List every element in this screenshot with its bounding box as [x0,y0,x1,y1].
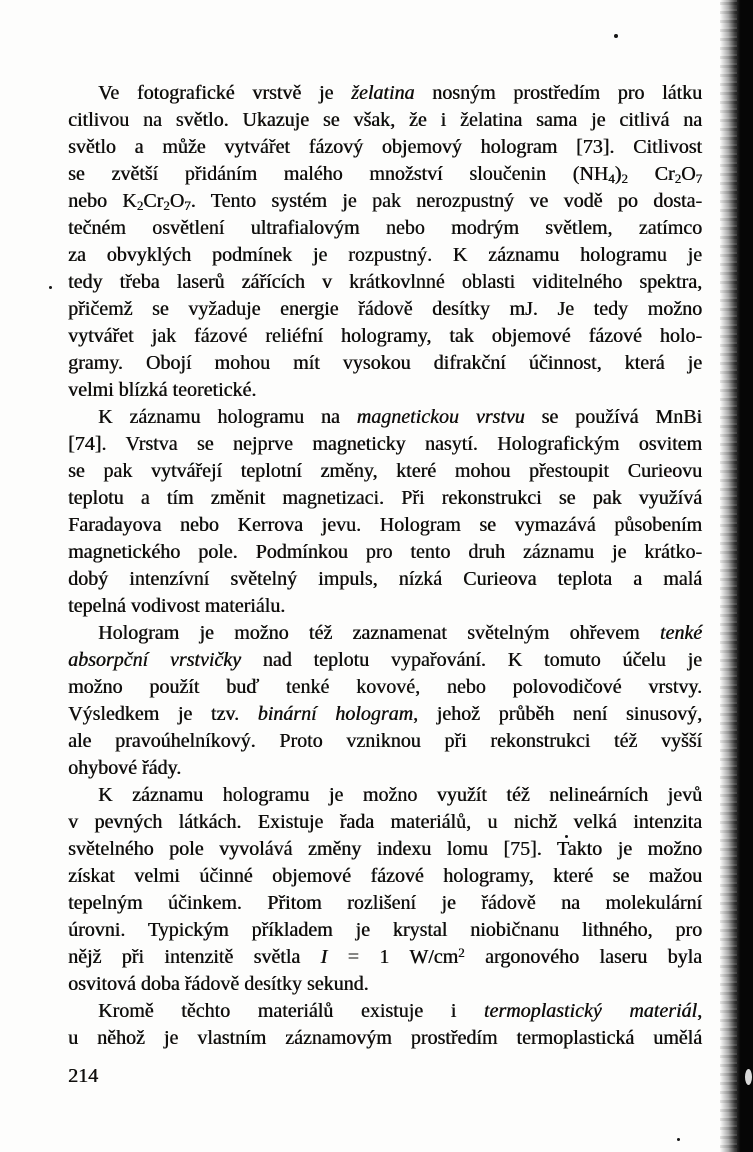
text-line: nebo $K_2Cr_2O_7$. Tento systém je pak nerozpustný ve vodě po dosta- [68,190,702,213]
text-line: tedy třeba laserů zářících v krátkovlnné oblasti viditelného spektra, [68,271,702,293]
text-line: Hologram je možno též zaznamenat světelným ohřevem tenké [98,622,702,644]
text-line: tepelným účinkem. Přitom rozlišení je řádově na molekulární [68,892,702,914]
text-line: gramy. Obojí mohou mít vysokou difrakční účinnost, která je [68,352,702,374]
scan-speck [677,1138,680,1141]
text-line: u něhož je vlastním záznamovým prostředím termoplastická umělá [68,1027,702,1049]
text-line: teplotu a tím změnit magnetizaci. Při rekonstrukci se pak využívá [68,487,702,509]
text-line: za obvyklých podmínek je rozpustný. K záznamu hologramu je [68,244,702,266]
text-line: přičemž se vyžaduje energie řádově desítky mJ. Je tedy možno [68,298,702,320]
text-line: se zvětší přidáním malého množství sloučenin $(NH_4)_2$ $Cr_2O_7$ [68,163,703,186]
text-line: [74]. Vrstva se nejprve magneticky nasytí. Holografickým osvitem [68,433,702,455]
text-line: citlivou na světlo. Ukazuje se však, že i želatina sama je citlivá na [68,109,702,131]
text-line: úrovni. Typickým příkladem je krystal niobičnanu lithného, pro [68,919,702,941]
text-line: tepelná vodivost materiálu. [68,595,286,617]
text-line: osvitová doba řádově desítky sekund. [68,973,369,995]
scan-edge-shadow [720,0,753,1152]
text-line: světlo a může vytvářet fázový objemový hologram [73]. Citlivost [68,136,702,158]
text-line: nějž při intenzitě světla I = 1 $W/cm^2$ argonového laseru byla [68,945,702,968]
text-line: tečném osvětlení ultrafialovým nebo modrým světlem, zatímco [68,217,702,239]
body-text [68,80,702,1052]
text-line: v pevných látkách. Existuje řada materiálů, u nichž velká intenzita [68,811,702,833]
scan-speck [49,286,52,289]
text-line: K záznamu hologramu na magnetickou vrstvu se používá MnBi [98,406,702,428]
text-line: možno použít buď tenké kovové, nebo polovodičové vrstvy. [68,676,702,698]
text-line: získat velmi účinné objemové fázové hologramy, které se mažou [68,865,702,887]
text-line: dobý intenzívní světelný impuls, nízká Curieova teplota a malá [68,568,702,590]
text-line: Výsledkem je tzv. binární hologram, jehož průběh není sinusový, [68,703,702,725]
scan-speck [614,34,618,38]
page-number: 214 [68,1065,98,1087]
text-line: K záznamu hologramu je možno využít též nelineárních jevů [98,784,702,806]
text-line: vytvářet jak fázové reliéfní hologramy, tak objemové fázové holo- [68,325,702,347]
text-line: se pak vytvářejí teplotní změny, které mohou přestoupit Curieovu [68,460,702,482]
text-line: Faradayova nebo Kerrova jevu. Hologram se vymazává působením [68,514,702,536]
text-line: ohybové řády. [68,757,182,779]
text-line: absorpční vrstvičky nad teplotu vypařování. K tomuto účelu je [68,649,702,671]
scan-edge-notch [745,1069,752,1085]
text-line: ale pravoúhelníkový. Proto vzniknou při rekonstrukci též vyšší [68,730,702,752]
scan-speck [565,835,568,838]
text-line: magnetického pole. Podmínkou pro tento druh záznamu je krátko- [68,541,702,563]
text-line: světelného pole vyvolává změny indexu lomu [75]. Takto je možno [68,838,702,860]
text-line: Kromě těchto materiálů existuje i termoplastický materiál, [98,1000,702,1022]
text-line: velmi blízká teoretické. [68,379,257,401]
text-line: Ve fotografické vrstvě je želatina nosným prostředím pro látku [98,82,702,104]
